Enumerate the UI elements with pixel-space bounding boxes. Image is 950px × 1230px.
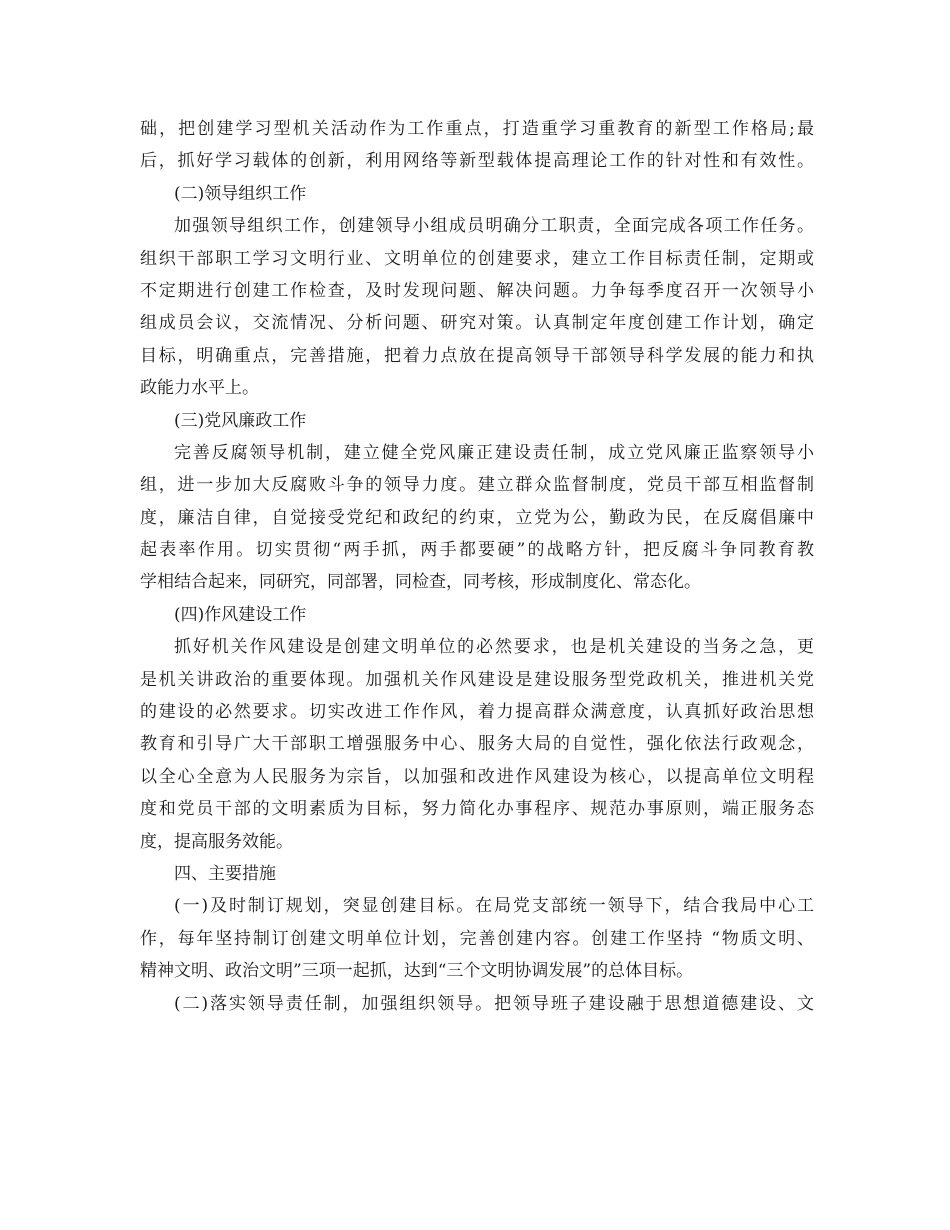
text-line: 加强领导组织工作，创建领导小组成员明确分工职责，全面完成各项工作任务。 [174,216,814,237]
text-line: 不定期进行创建工作检查，及时发现问题、解决问题。力争每季度召开一次领导小 [140,280,814,301]
text-line: 度，提高服务效能。 [140,831,293,852]
text-line: (二)落实领导责任制，加强组织领导。把领导班子建设融于思想道德建设、文 [174,993,814,1014]
text-line: 作，每年坚持制订创建文明单位计划，完善创建内容。创建工作坚持 “物质文明、 [140,928,814,949]
text-line: 政能力水平上。 [140,378,259,399]
text-line: 是机关讲政治的重要体现。加强机关作风建设是建设服务型党政机关，推进机关党 [140,669,814,690]
text-line: 精神文明、政治文明”三项一起抓，达到“三个文明协调发展”的总体目标。 [140,961,694,982]
text-line: 学相结合起来，同研究，同部署，同检查，同考核，形成制度化、常态化。 [140,572,701,593]
text-line: 抓好机关作风建设是创建文明单位的必然要求，也是机关建设的当务之急，更 [174,637,814,658]
text-line: 后，抓好学习载体的创新，利用网络等新型载体提高理论工作的针对性和有效性。 [140,151,814,172]
text-line: (四)作风建设工作 [174,604,307,625]
text-line: 度和党员干部的文明素质为目标，努力简化办事程序、规范办事原则，端正服务态 [140,799,814,820]
text-line: 教育和引导广大干部职工增强服务中心、服务大局的自觉性，强化依法行政观念， [140,734,814,755]
text-line: 起表率作用。切实贯彻“两手抓，两手都要硬”的战略方针，把反腐斗争同教育教 [140,540,814,561]
text-line: (三)党风廉政工作 [174,410,307,431]
text-line: 组成员会议，交流情况、分析问题、研究对策。认真制定年度创建工作计划，确定 [140,313,814,334]
text-line: 础，把创建学习型机关活动作为工作重点，打造重学习重教育的新型工作格局;最 [140,119,814,139]
text-line: 以全心全意为人民服务为宗旨，以加强和改进作风建设为核心，以提高单位文明程 [140,766,814,787]
text-line: 组，进一步加大反腐败斗争的领导力度。建立群众监督制度，党员干部互相监督制 [140,475,814,496]
text-line: 度，廉洁自律，自觉接受党纪和政纪的约束，立党为公，勤政为民，在反腐倡廉中 [140,507,814,528]
text-line: (二)领导组织工作 [174,183,307,204]
text-line: 四、主要措施 [174,863,276,884]
text-line: (一)及时制订规划，突显创建目标。在局党支部统一领导下，结合我局中心工 [174,896,814,917]
text-line: 完善反腐领导机制，建立健全党风廉正建设责任制，成立党风廉正监察领导小 [174,442,814,463]
text-line: 目标，明确重点，完善措施，把着力点放在提高领导干部领导科学发展的能力和执 [140,345,814,366]
text-line: 组织干部职工学习文明行业、文明单位的创建要求，建立工作目标责任制，定期或 [140,248,814,269]
text-line: 的建设的必然要求。切实改进工作作风，着力提高群众满意度，认真抓好政治思想 [140,702,814,723]
document-body [140,113,814,1020]
